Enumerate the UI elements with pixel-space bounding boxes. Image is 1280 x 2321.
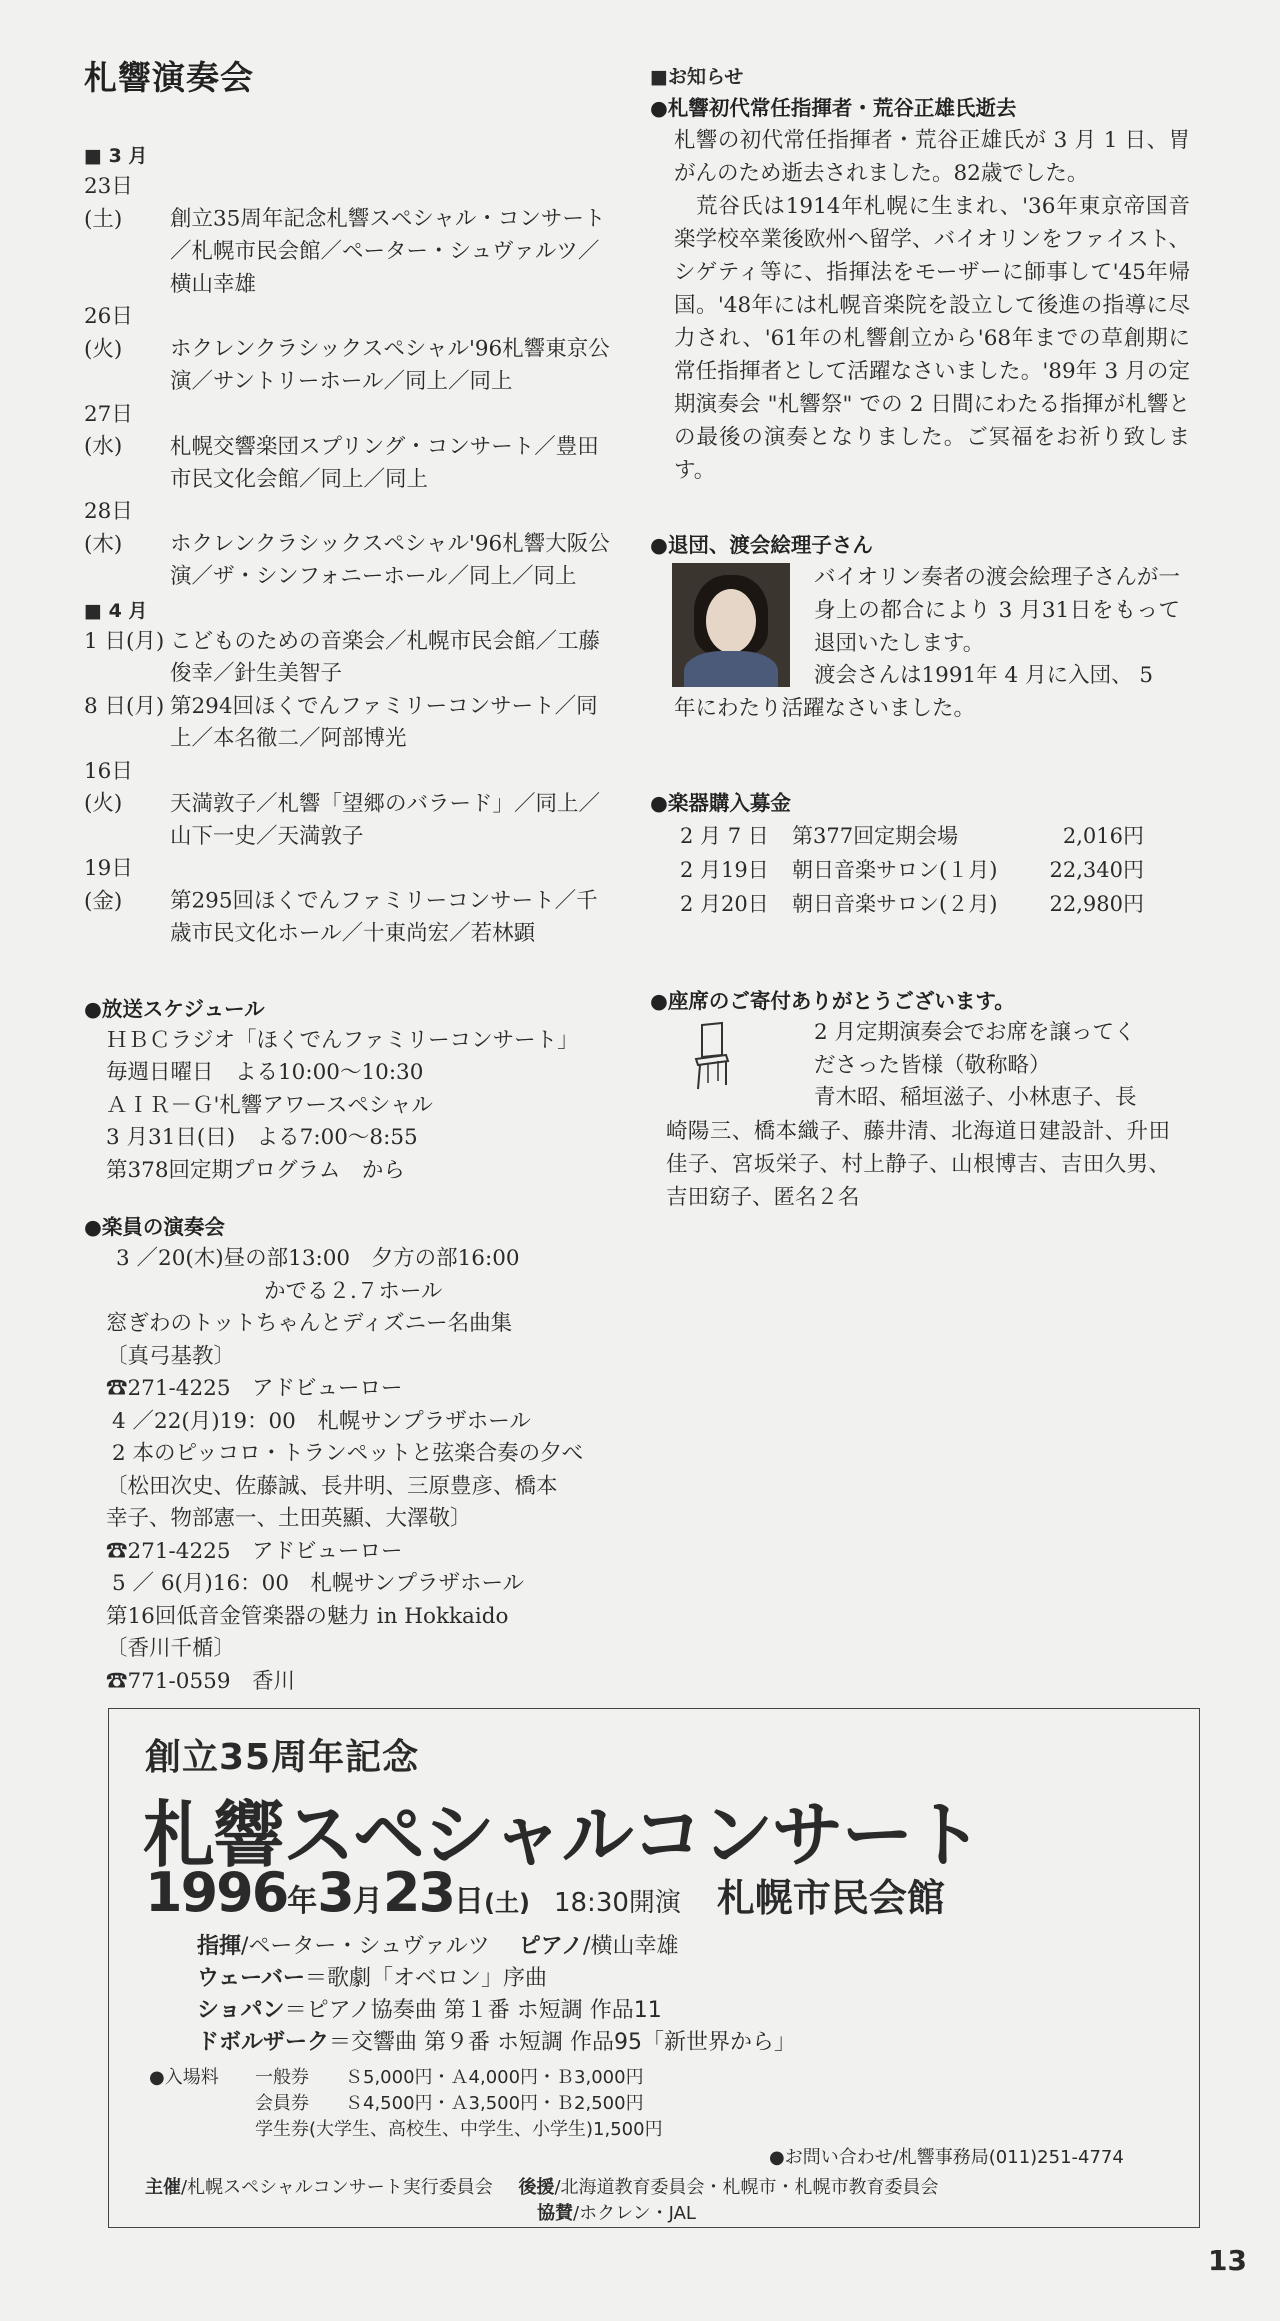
concert-date-line: 1996 年 3 月 23 日 (土) 18:30開演 札幌市民会館 [145, 1861, 945, 1924]
member-portrait-photo [672, 563, 790, 687]
page-title: 札響演奏会 [84, 58, 254, 97]
concert-weekday: (土) [484, 1889, 530, 1917]
donation-heading: ●楽器購入募金 [650, 791, 791, 815]
concert-venue: 札幌市民会館 [716, 1876, 945, 1920]
program-item: ショパン＝ピアノ協奏曲 第１番 ホ短調 作品11 [197, 1998, 662, 2023]
concert-line: 〔松田次史、佐藤誠、長井明、三原豊彦、橋本 [106, 1473, 558, 1499]
april-schedule [84, 626, 614, 951]
seat-donation-heading: ●座席のご寄付ありがとうございます。 [650, 989, 1015, 1013]
concert-year: 1996 [145, 1861, 288, 1924]
concert-line: 3 ／20(木)昼の部13:00 夕方の部16:00 [116, 1246, 520, 1271]
seat-donation-line: 2 月定期演奏会でお席を譲ってく [814, 1020, 1136, 1045]
program-item: ドボルザーク＝交響曲 第９番 ホ短調 作品95「新世界から」 [197, 2030, 796, 2055]
seat-donation-section [650, 1017, 1190, 1214]
obituary-paragraph: 荒谷氏は1914年札幌に生まれ、'36年東京帝国音楽学校卒業後欧州へ留学、バイオリンをファイスト、シゲティ等に、指揮法をモーザーに師事して'45年帰国。'48年には札幌音楽院を設立して後進の指導に尽力され、'61年の札響創立から'68年までの草創期に常任指揮者として活躍なさいました。'89年 3 月の定期演奏会 "札響祭" での 2 日間にわたる指揮が札響との最後の演奏となりました。ご冥福をお祈り致します。 [674, 194, 1190, 483]
month-heading-march: ■ 3 月 [84, 145, 148, 167]
inquiry-contact: ●お問い合わせ/札響事務局(011)251-4774 [769, 2147, 1124, 2168]
broadcast-line: 第378回定期プログラム から [106, 1157, 405, 1183]
retirement-paragraph: 渡会さんは1991年 4 月に入団、 5 [814, 663, 1154, 688]
schedule-entry: 8 日(月) 第294回ほくでんファミリーコンサート／同上／本名徹二／阿部博光 [84, 693, 598, 751]
concert-line: 5 ／ 6(月)16：00 札幌サンプラザホール [112, 1571, 525, 1596]
retirement-paragraph: バイオリン奏者の渡会絵理子さんが一身上の都合により 3 月31日をもって退団いたします。 [814, 565, 1180, 656]
concert-day: 23 [382, 1861, 455, 1924]
members-concerts-list [84, 1243, 614, 1698]
schedule-entry: 26日(火) ホクレンクラシックスペシャル'96札響東京公演／サントリーホール／同上／同上 [84, 304, 610, 394]
concert-line: 4 ／22(月)19：00 札幌サンプラザホール [112, 1408, 531, 1434]
schedule-entry: 16日(火) 天満敦子／札響「望郷のバラード」／同上／山下一史／天満敦子 [84, 758, 601, 849]
schedule-entry: 23日(土) 創立35周年記念札響スペシャル・コンサート／札幌市民会館／ペーター・シュヴァルツ／横山幸雄 [84, 174, 606, 297]
retirement-paragraph-end: 年にわたり活躍なさいました。 [674, 696, 976, 721]
page-number: 13 [1208, 2244, 1247, 2277]
broadcast-line: 毎週日曜日 よる10:00～10:30 [106, 1060, 424, 1085]
broadcast-list [84, 1025, 614, 1188]
broadcast-line: ＨＢＣラジオ「ほくでんファミリーコンサート」 [106, 1027, 579, 1053]
donor-names: 崎陽三、橋本織子、藤井清、北海道日建設計、升田佳子、宮坂栄子、村上静子、山根博吉、吉田久男、吉田窈子、匿名２名 [666, 1118, 1170, 1210]
table-row: 会員券 Ｓ4,500円・Ａ3,500円・Ｂ2,500円 [255, 2093, 644, 2114]
concert-phone: ☎771-0559 香川 [106, 1668, 296, 1694]
broadcast-line: 3 月31日(日) よる7:00～8:55 [106, 1125, 418, 1150]
right-column [650, 62, 1190, 1214]
schedule-entry: 27日(水) 札幌交響楽団スプリング・コンサート／豊田市民文化会館／同上／同上 [84, 401, 599, 492]
concert-phone: ☎271-4225 アドビューロー [106, 1376, 403, 1401]
program-item: ウェーバー＝歌劇「オベロン」序曲 [197, 1966, 548, 1991]
table-row: 学生券 (大学生、高校生、中学生、小学生)1,500円 [255, 2119, 663, 2140]
concert-line: 第16回低音金管楽器の魅力 in Hokkaido [106, 1603, 509, 1629]
retirement-text [814, 561, 1180, 693]
seat-donation-line: 青木昭、稲垣滋子、小林恵子、長 [814, 1085, 1137, 1110]
table-row: 2 月 7 日 第377回定期会場 2,016円 [680, 824, 1144, 848]
march-schedule [84, 171, 614, 594]
concert-subtitle: 創立35周年記念 [145, 1737, 420, 1778]
concert-program [197, 1931, 796, 2059]
retirement-section [650, 561, 1190, 747]
concert-time: 18:30開演 [553, 1888, 681, 1918]
schedule-entry: 19日(金) 第295回ほくでんファミリーコンサート／千歳市民文化ホール／十東尚宏／若林顕 [84, 856, 598, 946]
broadcast-heading: ●放送スケジュール [84, 996, 265, 1021]
obituary-paragraph: 札響の初代常任指揮者・荒谷正雄氏が 3 月 1 日、胃がんのため逝去されました。82歳でした。 [674, 128, 1190, 186]
table-row: ●入場料 一般券 Ｓ5,000円・Ａ4,000円・Ｂ3,000円 [149, 2067, 644, 2088]
broadcast-line: ＡＩＲ－Ｇ'札響アワースペシャル [106, 1092, 433, 1118]
concert-title: 札響スペシャルコンサート [143, 1793, 982, 1877]
concert-line: 2 本のピッコロ・トランペットと弦楽合奏の夕べ [112, 1441, 584, 1466]
chair-icon [692, 1021, 732, 1091]
concert-line: 窓ぎわのトットちゃんとディズニー名曲集 [106, 1311, 513, 1336]
schedule-entry: 28日(木) ホクレンクラシックスペシャル'96札響大阪公演／ザ・シンフォニーホール／同上／同上 [84, 499, 610, 589]
concert-line: 〔香川千楯〕 [106, 1636, 236, 1661]
donation-table [680, 819, 1190, 921]
seat-donation-line: ださった皆様（敬称略） [814, 1052, 1051, 1078]
concert-phone: ☎271-4225 アドビューロー [106, 1538, 403, 1564]
special-concert-box [108, 1708, 1200, 2228]
concert-line: かでる２.７ホール [264, 1278, 443, 1304]
members-concerts-heading: ●楽員の演奏会 [84, 1215, 225, 1239]
concert-line: 〔真弓基教〕 [106, 1343, 236, 1369]
month-heading-april: ■ 4 月 [84, 599, 148, 622]
table-row: 2 月20日 朝日音楽サロン(２月) 22,980円 [680, 892, 1144, 916]
obituary-heading: ●札響初代常任指揮者・荒谷正雄氏逝去 [650, 96, 1017, 120]
concert-month: 3 [317, 1861, 353, 1924]
schedule-entry: 1 日(月) こどものための音楽会／札幌市民会館／工藤俊幸／針生美智子 [84, 628, 601, 686]
retirement-heading: ●退団、渡会絵理子さん [650, 533, 873, 557]
table-row: 2 月19日 朝日音楽サロン(１月) 22,340円 [680, 858, 1144, 882]
obituary-body [650, 124, 1190, 487]
concert-line: 幸子、物部憲一、土田英顯、大澤敬〕 [106, 1506, 472, 1531]
left-column [84, 52, 614, 1698]
ticket-prices [149, 2065, 663, 2143]
organizers: 主催/札幌スペシャルコンサート実行委員会 後援/北海道教育委員会・札幌市・札幌市教育委員会 協賛/ホクレン・JAL [145, 2177, 939, 2224]
notice-heading: ■お知らせ [650, 66, 744, 88]
performers-line: 指揮/ペーター・シュヴァルツ ピアノ/横山幸雄 [197, 1934, 679, 1959]
